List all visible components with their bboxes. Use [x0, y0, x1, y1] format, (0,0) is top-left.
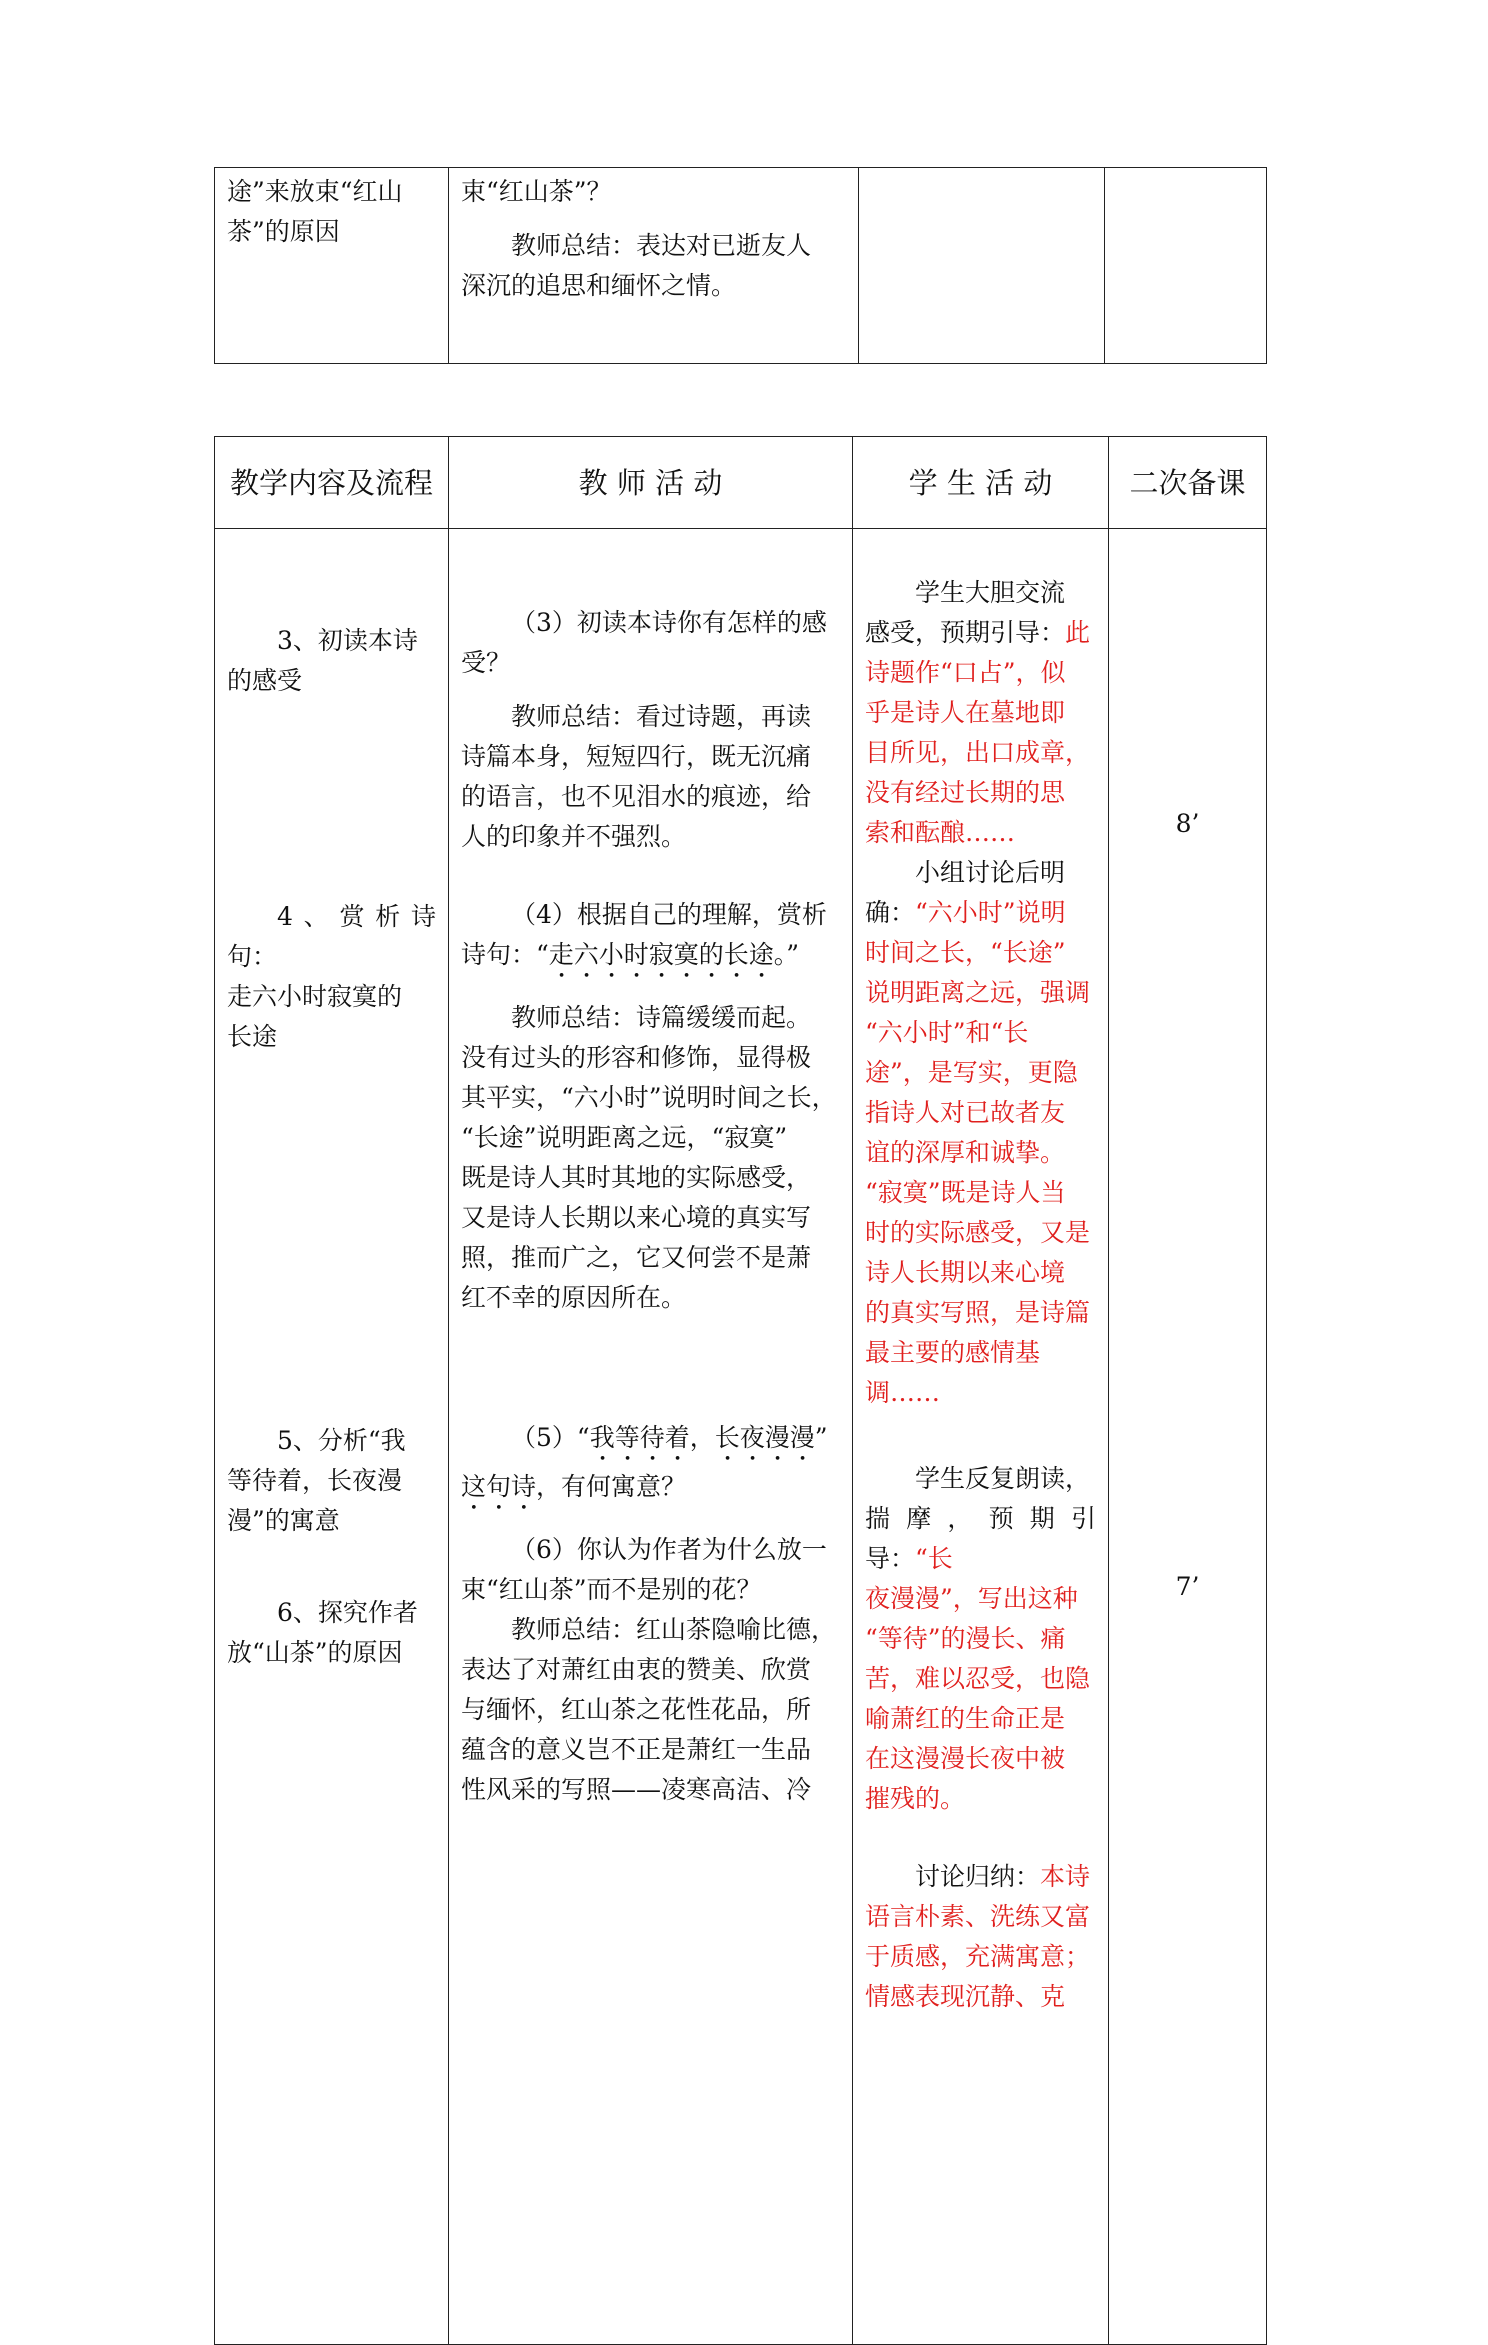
student-block-2	[865, 853, 1096, 1413]
content-line: 5、分析“我	[277, 1426, 406, 1455]
content-line: 的感受	[227, 666, 303, 695]
content-item-6	[227, 1593, 436, 1673]
cont-content-line: 茶”的原因	[227, 217, 340, 246]
quote-close: ”	[814, 1423, 828, 1452]
expected-answer-line: 摧残的。	[865, 1784, 966, 1813]
teacher-line: 红不幸的原因所在。	[461, 1283, 687, 1312]
teacher-summary-3	[461, 697, 840, 857]
expected-answer-line: 夜漫漫”，写出这种	[865, 1584, 1078, 1613]
cont-content-line: 途”来放束“红山	[227, 177, 403, 206]
expected-answer: 本诗	[1040, 1862, 1091, 1891]
expected-answer-line: 诗人长期以来心境	[865, 1258, 1066, 1287]
header-prep: 二次备课	[1109, 437, 1267, 529]
expected-answer-line: 乎是诗人在墓地即	[865, 698, 1066, 727]
question-end: ，有何寓意？	[536, 1472, 687, 1501]
teacher-line: （6）你认为作者为什么放一	[511, 1535, 827, 1564]
teacher-line: 性风采的写照——凌寒高洁、冷	[461, 1775, 812, 1804]
expected-answer-line: 索和酝酿……	[865, 818, 1016, 847]
expected-answer-line: 在这漫漫长夜中被	[865, 1744, 1066, 1773]
teacher-summary-4	[461, 998, 840, 1318]
expected-answer: “长	[915, 1544, 953, 1573]
expected-answer-line: 最主要的感情基	[865, 1338, 1041, 1367]
teacher-summary-6	[461, 1610, 840, 1810]
header-student: 学 生 活 动	[853, 437, 1109, 529]
student-block-1	[865, 573, 1096, 853]
teacher-column	[449, 529, 853, 2345]
teacher-line: 教师总结：诗篇缓缓而起。	[511, 1003, 812, 1032]
teacher-line	[461, 1467, 840, 1516]
content-line: 等待着，长夜漫	[227, 1466, 403, 1495]
emphasized-verse: 走六小时寂寞的长途	[548, 940, 774, 969]
student-line: 学生反复朗读，	[915, 1464, 1091, 1493]
expected-answer-line: 的真实写照，是诗篇	[865, 1298, 1091, 1327]
teacher-line: 又是诗人长期以来心境的真实写	[461, 1203, 812, 1232]
header-content: 教学内容及流程	[215, 437, 449, 529]
emphasized-text: 这句诗	[461, 1472, 537, 1501]
expected-answer-line: 喻萧红的生命正是	[865, 1704, 1066, 1733]
student-prompt: 揣摩，预期引导：	[865, 1504, 1096, 1573]
expected-answer-line: 没有经过长期的思	[865, 778, 1066, 807]
quote-open: （5）“	[511, 1423, 590, 1452]
content-line: 长途	[227, 1022, 278, 1051]
student-line	[865, 1499, 1096, 1579]
cont-prep-cell	[1105, 168, 1267, 364]
expected-answer-line: 目所见，出口成章，	[865, 738, 1091, 767]
content-line: 3、初读本诗	[277, 626, 418, 655]
content-item-3	[227, 621, 436, 701]
content-line: 漫”的寓意	[227, 1506, 340, 1535]
teacher-question-5	[461, 1418, 840, 1516]
quote-close: 。”	[773, 940, 800, 969]
content-line: 走六小时寂寞的	[227, 982, 403, 1011]
header-teacher: 教 师 活 动	[449, 437, 853, 529]
teacher-line: 没有过头的形容和修饰，显得极	[461, 1043, 812, 1072]
content-column	[215, 529, 449, 2345]
time-allocation: 8’	[1175, 809, 1200, 838]
teacher-line: 的语言，也不见泪水的痕迹，给	[461, 782, 812, 811]
expected-answer-line: 调……	[865, 1378, 941, 1407]
cont-teacher-line: 束“红山茶”？	[461, 177, 612, 206]
expected-answer-line: 苦，难以忍受，也隐	[865, 1664, 1091, 1693]
quote-open: 诗句：“	[461, 940, 549, 969]
student-line	[865, 1857, 1096, 1897]
teacher-line: 诗篇本身，短短四行，既无沉痛	[461, 742, 812, 771]
expected-answer-line: “等待”的漫长、痛	[865, 1624, 1066, 1653]
student-line	[865, 613, 1096, 653]
expected-answer-line: 于质感，充满寓意；	[865, 1942, 1091, 1971]
student-line	[865, 893, 1096, 933]
expected-answer-line: 说明距离之远，强调	[865, 978, 1091, 1007]
cont-student-cell	[859, 168, 1105, 364]
content-line: 4、赏析诗句：	[227, 902, 436, 971]
teacher-line: 受？	[461, 648, 512, 677]
expected-answer-line: 谊的深厚和诚挚。	[865, 1138, 1066, 1167]
cont-teacher-cell	[449, 168, 859, 364]
student-column	[853, 529, 1109, 2345]
expected-answer-line: 时间之长，“长途”	[865, 938, 1066, 967]
prep-column	[1109, 529, 1267, 2345]
teacher-line: 教师总结：红山茶隐喻比德，	[511, 1615, 837, 1644]
student-line: 小组讨论后明	[915, 858, 1066, 887]
expected-answer-line: “六小时”和“长	[865, 1018, 1029, 1047]
teacher-line: 束“红山茶”而不是别的花？	[461, 1575, 762, 1604]
teacher-line: 既是诗人其时其地的实际感受，	[461, 1163, 812, 1192]
teacher-line: 照，推而广之，它又何尝不是萧	[461, 1243, 812, 1272]
teacher-question-3	[461, 603, 840, 683]
student-block-4	[865, 1857, 1096, 2017]
cont-content-cell	[215, 168, 449, 364]
expected-answer-line: 时的实际感受，又是	[865, 1218, 1091, 1247]
teacher-question-6	[461, 1530, 840, 1610]
content-line: 6、探究作者	[277, 1598, 418, 1627]
teacher-line: （3）初读本诗你有怎样的感	[511, 608, 827, 637]
student-prompt: 确：	[865, 898, 916, 927]
cont-teacher-summary: 深沉的追思和缅怀之情。	[461, 271, 737, 300]
teacher-line: 人的印象并不强烈。	[461, 822, 687, 851]
time-allocation: 7’	[1175, 1572, 1200, 1601]
teacher-question-4	[461, 895, 840, 984]
teacher-line	[461, 935, 840, 984]
teacher-line: （4）根据自己的理解，赏析	[511, 900, 827, 929]
lesson-plan-table	[214, 436, 1267, 2345]
expected-answer: 此	[1065, 618, 1091, 647]
student-prompt: 讨论归纳：	[915, 1862, 1041, 1891]
student-line: 学生大胆交流	[915, 578, 1066, 607]
teacher-line: 表达了对萧红由衷的赞美、欣赏	[461, 1655, 812, 1684]
expected-answer-line: 语言朴素、洗练又富	[865, 1902, 1091, 1931]
teacher-line	[461, 1418, 840, 1467]
teacher-line: 其平实，“六小时”说明时间之长，	[461, 1083, 837, 1112]
content-item-4	[227, 897, 436, 1057]
teacher-line: 与缅怀，红山茶之花性花品，所	[461, 1695, 812, 1724]
continuation-table	[214, 167, 1267, 364]
emphasized-verse: 我等待着，长夜漫漫	[589, 1423, 815, 1452]
teacher-line: 教师总结：看过诗题，再读	[511, 702, 812, 731]
student-prompt: 感受，预期引导：	[865, 618, 1066, 647]
content-line: 放“山茶”的原因	[227, 1638, 403, 1667]
expected-answer-line: 诗题作“口占”，似	[865, 658, 1066, 687]
cont-teacher-summary: 教师总结：表达对已逝友人	[511, 231, 812, 260]
student-block-3	[865, 1459, 1096, 1819]
teacher-line: “长途”说明距离之远，“寂寞”	[461, 1123, 788, 1152]
expected-answer: “六小时”说明	[915, 898, 1066, 927]
expected-answer-line: 指诗人对已故者友	[865, 1098, 1066, 1127]
expected-answer-line: 途”，是写实，更隐	[865, 1058, 1078, 1087]
content-item-5	[227, 1421, 436, 1541]
expected-answer-line: 情感表现沉静、克	[865, 1982, 1066, 2011]
teacher-line: 蕴含的意义岂不正是萧红一生品	[461, 1735, 812, 1764]
expected-answer-line: “寂寞”既是诗人当	[865, 1178, 1066, 1207]
